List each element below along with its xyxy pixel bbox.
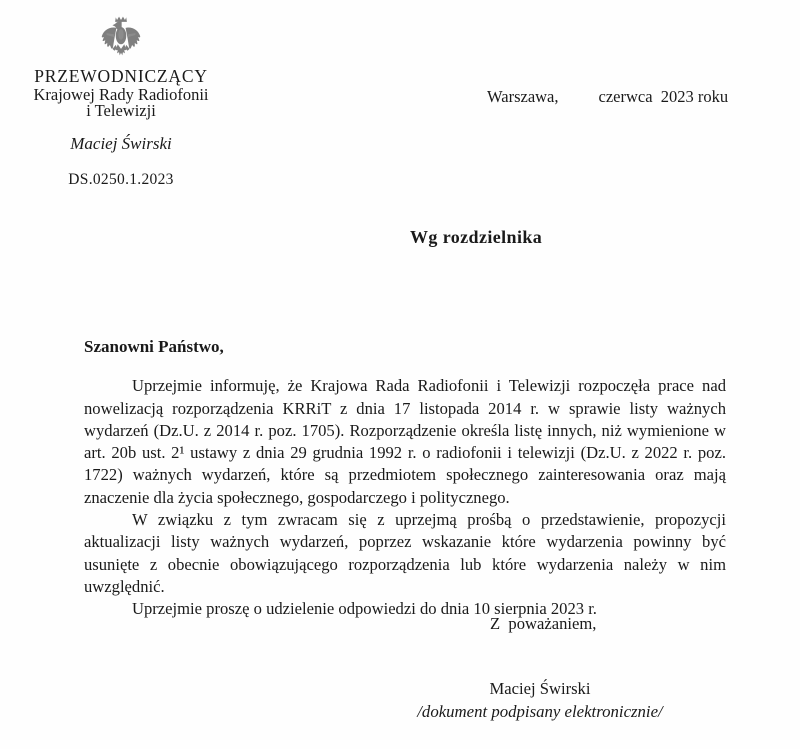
body-paragraph-1: Uprzejmie informuję, że Krajowa Rada Radiofonii i Telewizji rozpoczęła prace nad nowelizacją rozporządzenia KRRiT z dnia 17 listopada 2014 r. w sprawie listy ważnych wydarzeń (Dz.U. z 2014 r. poz. 1705). Rozporządzenie określa listę innych, niż wymienione w art. 20b ust. 2¹ ustawy z dnia 29 grudnia 1992 r. o radiofonii i telewizji (Dz.U. z 2022 r. poz. 1722) ważnych wydarzeń, które są przedmiotem społecznego zainteresowania oraz mają znaczenie dla życia społecznego, gospodarczego i politycznego.: [84, 376, 726, 507]
body-paragraph-2: W związku z tym zwracam się z uprzejmą prośbą o przedstawienie, propozycji aktualizacji listy ważnych wydarzeń, poprzez wskazanie które wydarzenia powinny być usunięte z obecnie obowiązującego rozporządzenia lub które wydarzenia należy w nim uwzględnić.: [84, 510, 726, 596]
signature-block: [390, 679, 690, 722]
letterhead-org-line1: Krajowej Rady Radiofonii: [33, 85, 209, 104]
letterhead: [10, 13, 232, 189]
electronic-signature-note: /dokument podpisany elektronicznie/: [417, 702, 663, 721]
polish-eagle-emblem: [100, 13, 142, 61]
letterhead-signer-name: Maciej Świrski: [70, 134, 172, 153]
dateline: [487, 87, 728, 107]
dateline-city: Warszawa,: [487, 87, 559, 106]
valediction: Z poważaniem,: [490, 614, 597, 633]
letterhead-title: PRZEWODNICZĄCY: [34, 66, 208, 86]
signature-name: Maciej Świrski: [489, 679, 591, 698]
reference-number: DS.0250.1.2023: [68, 171, 174, 188]
letterhead-org-line2: i Telewizji: [86, 101, 156, 120]
salutation: Szanowni Państwo,: [84, 337, 224, 356]
dateline-date: czerwca 2023 roku: [598, 87, 729, 106]
letter-body: [84, 336, 726, 621]
distribution-note: Wg rozdzielnika: [410, 227, 543, 247]
body-paragraph-3: Uprzejmie proszę o udzielenie odpowiedzi do dnia 10 sierpnia 2023 r.: [132, 599, 597, 619]
